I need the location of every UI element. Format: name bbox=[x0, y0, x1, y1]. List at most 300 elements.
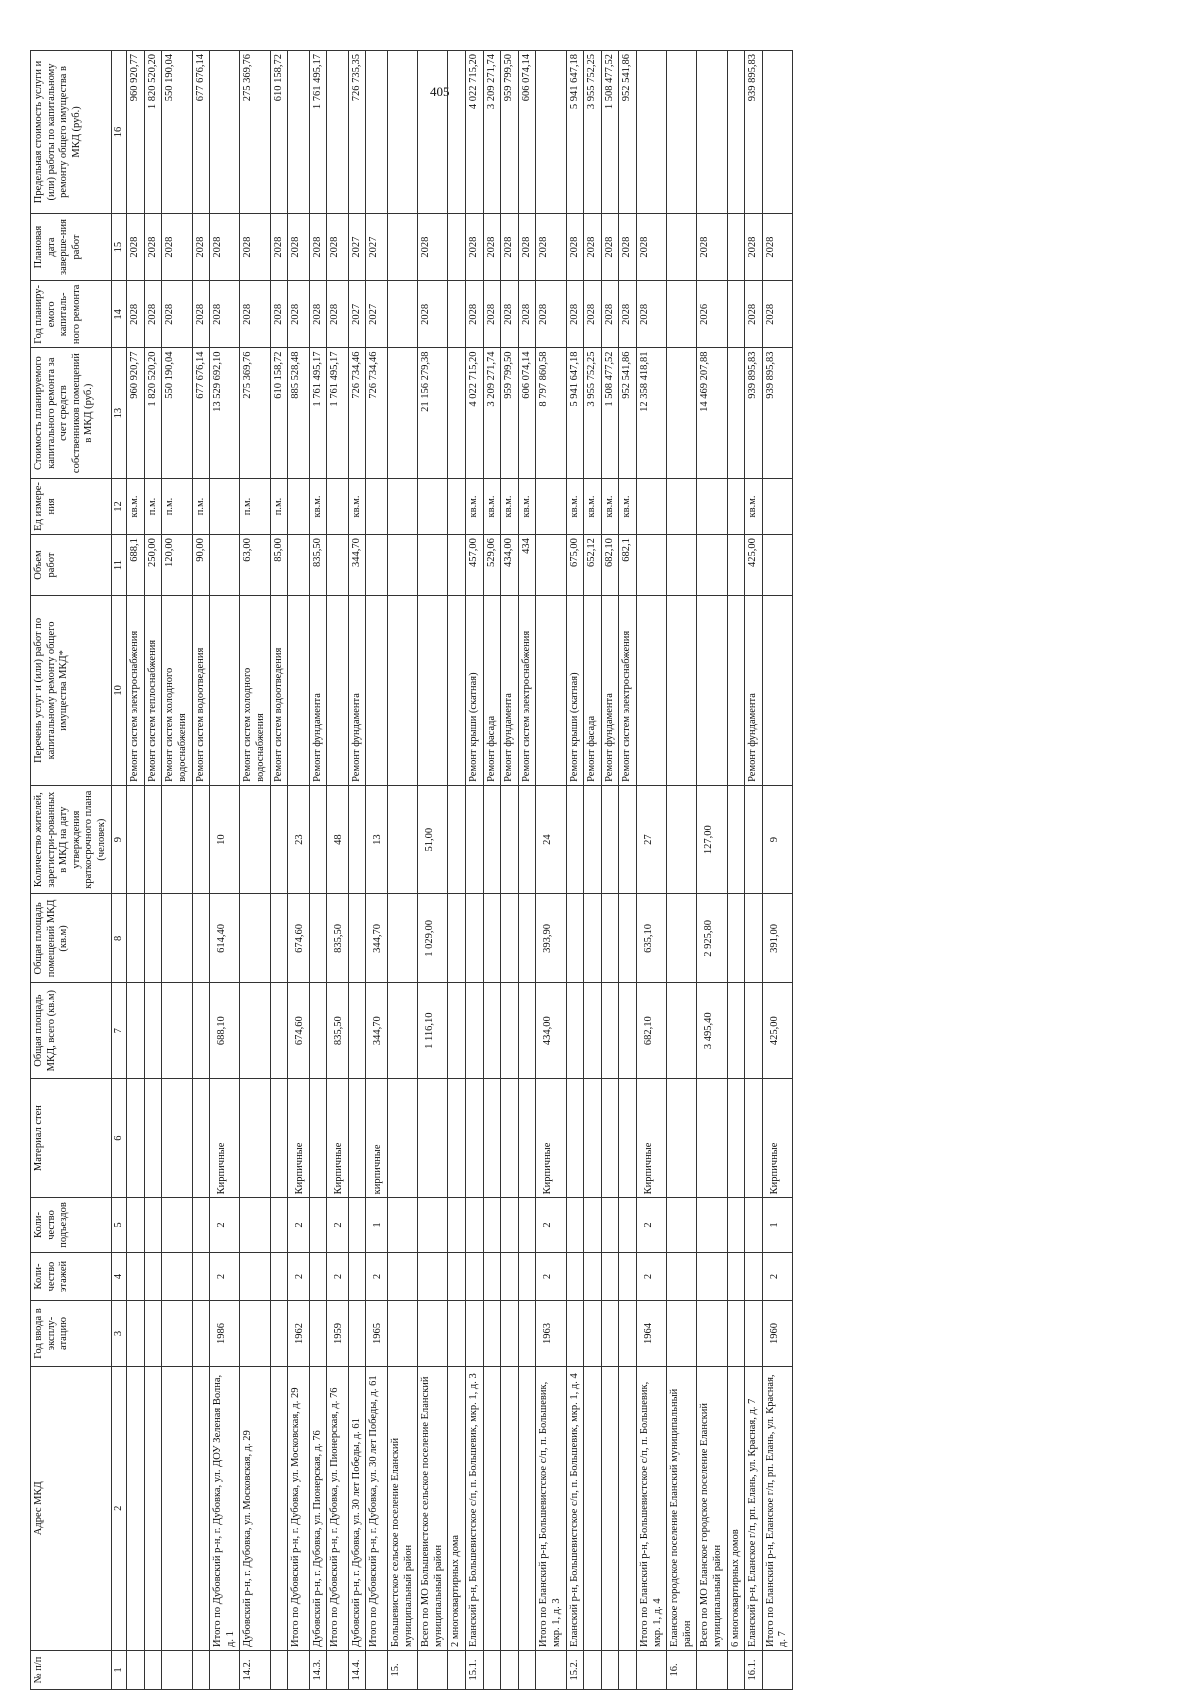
column-header: Количество жителей, зарегистри-рованных в МКД на дату утверждения краткосрочного плана (человек) bbox=[31, 785, 112, 894]
cell-cost-line: 952 541,86 bbox=[621, 351, 633, 399]
cell-limit bbox=[448, 51, 466, 214]
cell-limit bbox=[210, 51, 240, 214]
cell-area_p bbox=[619, 894, 637, 983]
cell-date_end bbox=[192, 213, 210, 280]
cell-res bbox=[270, 785, 288, 894]
cell-vol bbox=[366, 535, 388, 596]
cell-unit bbox=[388, 478, 418, 534]
cell-addr bbox=[518, 1366, 536, 1650]
cell-area_p bbox=[584, 894, 602, 983]
cell-limit bbox=[762, 51, 792, 214]
table-row bbox=[536, 51, 566, 1690]
cell-area bbox=[584, 983, 602, 1079]
cell-entr bbox=[501, 1198, 519, 1252]
cell-floors bbox=[348, 1252, 366, 1301]
cell-area_p bbox=[144, 894, 162, 983]
cell-unit bbox=[697, 478, 727, 534]
cell-limit bbox=[697, 51, 727, 214]
cell-cost-line: 21 156 279,38 bbox=[420, 351, 432, 412]
cell-unit-line: кв.м. bbox=[468, 495, 480, 518]
cell-addr bbox=[144, 1366, 162, 1650]
cell-addr bbox=[192, 1366, 210, 1650]
cell-cost-line: 726 734,46 bbox=[350, 351, 362, 399]
cell-addr: Итого по Еланский р-н, Большевистское с/п, п. Большевик, мкр. 1, д. 3 bbox=[536, 1366, 566, 1650]
cell-vol-line: 250,00 bbox=[146, 538, 158, 568]
cell-year_plan-line: 2028 bbox=[194, 303, 206, 325]
cell-vol-line: 457,00 bbox=[468, 538, 480, 568]
cell-no bbox=[584, 1650, 602, 1689]
table-row bbox=[418, 51, 448, 1690]
cell-area bbox=[144, 983, 162, 1079]
cell-cost-line: 610 158,72 bbox=[272, 351, 284, 399]
cell-unit bbox=[727, 478, 745, 534]
cell-area: 434,00 bbox=[536, 983, 566, 1079]
cell-area bbox=[309, 983, 327, 1079]
column-header: Коли-чество этажей bbox=[31, 1252, 112, 1301]
cell-date_end-line: 2028 bbox=[212, 236, 224, 258]
cell-no bbox=[270, 1650, 288, 1689]
cell-area: 682,10 bbox=[636, 983, 666, 1079]
cell-addr: Итого по Еланский р-н, Большевистское с/п, п. Большевик, мкр. 1, д. 4 bbox=[636, 1366, 666, 1650]
cell-unit bbox=[483, 478, 501, 534]
cell-cost bbox=[210, 348, 240, 478]
cell-works bbox=[309, 595, 327, 785]
table-row bbox=[144, 51, 162, 1690]
cell-year bbox=[388, 1301, 418, 1366]
cell-date_end-line: 2028 bbox=[329, 236, 341, 258]
cell-limit bbox=[127, 51, 145, 214]
cell-date_end-line: 2028 bbox=[603, 236, 615, 258]
cell-floors bbox=[501, 1252, 519, 1301]
cell-res: 48 bbox=[327, 785, 349, 894]
cell-floors bbox=[697, 1252, 727, 1301]
cell-limit-line: 959 799,50 bbox=[503, 54, 515, 102]
cell-works-line: Ремонт фундамента bbox=[603, 693, 615, 782]
cell-mat bbox=[566, 1078, 584, 1197]
cell-unit bbox=[601, 478, 619, 534]
cell-area_p: 391,00 bbox=[762, 894, 792, 983]
cell-year_plan-line: 2028 bbox=[146, 303, 158, 325]
cell-mat bbox=[584, 1078, 602, 1197]
cell-vol bbox=[309, 535, 327, 596]
cell-year_plan bbox=[667, 281, 697, 348]
cell-no bbox=[501, 1650, 519, 1689]
cell-vol-line: 682,1 bbox=[621, 538, 633, 562]
cell-no bbox=[144, 1650, 162, 1689]
cell-addr: Итого по Дубовский р-н, г. Дубовка, ул. ДОУ Зеленая Волна, д. 1 bbox=[210, 1366, 240, 1650]
cell-addr: Дубовский р-н, г. Дубовка, ул. Пионерская, д. 76 bbox=[309, 1366, 327, 1650]
cell-floors: 2 bbox=[210, 1252, 240, 1301]
column-number: 10 bbox=[111, 595, 127, 785]
cell-year_plan-line: 2028 bbox=[290, 303, 302, 325]
cell-date_end-line: 2028 bbox=[520, 236, 532, 258]
cell-year_plan-line: 2028 bbox=[311, 303, 323, 325]
rotated-page bbox=[30, 50, 1150, 1690]
cell-area_p bbox=[501, 894, 519, 983]
cell-unit-line: кв.м. bbox=[586, 495, 598, 518]
cell-area: 1 116,10 bbox=[418, 983, 448, 1079]
table-row bbox=[501, 51, 519, 1690]
column-number: 15 bbox=[111, 213, 127, 280]
cell-area bbox=[566, 983, 584, 1079]
cell-floors bbox=[566, 1252, 584, 1301]
cell-no bbox=[366, 1650, 388, 1689]
cell-year_plan bbox=[309, 281, 327, 348]
cell-date_end bbox=[518, 213, 536, 280]
cell-unit bbox=[418, 478, 448, 534]
cell-vol bbox=[697, 535, 727, 596]
cell-limit-line: 1 761 495,17 bbox=[311, 54, 323, 110]
table-row bbox=[667, 51, 697, 1690]
cell-area bbox=[501, 983, 519, 1079]
cell-area bbox=[619, 983, 637, 1079]
cell-mat bbox=[388, 1078, 418, 1197]
cell-works bbox=[327, 595, 349, 785]
cell-addr: Большевистское сельское поселение Еланский муниципальный район bbox=[388, 1366, 418, 1650]
cell-area bbox=[448, 983, 466, 1079]
table-row bbox=[366, 51, 388, 1690]
cell-year bbox=[727, 1301, 745, 1366]
cell-res: 24 bbox=[536, 785, 566, 894]
cell-area: 344,70 bbox=[366, 983, 388, 1079]
cell-works-line: Ремонт систем теплоснабжения bbox=[146, 639, 158, 782]
column-number: 14 bbox=[111, 281, 127, 348]
cell-mat bbox=[466, 1078, 484, 1197]
cell-entr bbox=[619, 1198, 637, 1252]
cell-entr bbox=[667, 1198, 697, 1252]
column-number: 1 bbox=[111, 1650, 127, 1689]
cell-entr: 2 bbox=[327, 1198, 349, 1252]
cell-works bbox=[619, 595, 637, 785]
cell-entr bbox=[466, 1198, 484, 1252]
cell-vol-line: 425,00 bbox=[747, 538, 759, 568]
cell-unit-line: кв.м. bbox=[568, 495, 580, 518]
cell-year_plan bbox=[127, 281, 145, 348]
cell-res bbox=[466, 785, 484, 894]
cell-limit bbox=[466, 51, 484, 214]
table-row bbox=[619, 51, 637, 1690]
cell-year_plan bbox=[566, 281, 584, 348]
cell-year_plan bbox=[162, 281, 192, 348]
cell-date_end-line: 2028 bbox=[699, 236, 711, 258]
cell-cost-line: 1 508 477,52 bbox=[603, 351, 615, 407]
cell-entr bbox=[144, 1198, 162, 1252]
cell-cost bbox=[518, 348, 536, 478]
cell-unit-line: кв.м. bbox=[603, 495, 615, 518]
cell-res bbox=[483, 785, 501, 894]
cell-date_end bbox=[418, 213, 448, 280]
cell-year_plan-line: 2028 bbox=[468, 303, 480, 325]
cell-vol bbox=[466, 535, 484, 596]
cell-unit bbox=[162, 478, 192, 534]
cell-cost-line: 5 941 647,18 bbox=[568, 351, 580, 407]
cell-mat bbox=[501, 1078, 519, 1197]
cell-res bbox=[601, 785, 619, 894]
cell-res bbox=[745, 785, 763, 894]
table-row bbox=[192, 51, 210, 1690]
cell-works bbox=[192, 595, 210, 785]
cell-cost bbox=[418, 348, 448, 478]
cell-addr: Всего по МО Еланское городское поселение Еланский муниципальный район bbox=[697, 1366, 727, 1650]
cell-limit-line: 275 369,76 bbox=[242, 54, 254, 102]
cell-date_end-line: 2027 bbox=[368, 236, 380, 258]
cell-year: 1963 bbox=[536, 1301, 566, 1366]
table-row bbox=[240, 51, 270, 1690]
cell-vol bbox=[288, 535, 310, 596]
cell-res: 13 bbox=[366, 785, 388, 894]
cell-cost-line: 726 734,46 bbox=[368, 351, 380, 399]
cell-entr bbox=[162, 1198, 192, 1252]
cell-area_p: 1 029,00 bbox=[418, 894, 448, 983]
cell-year_plan bbox=[518, 281, 536, 348]
cell-floors bbox=[270, 1252, 288, 1301]
cell-limit bbox=[418, 51, 448, 214]
cell-year_plan-line: 2028 bbox=[164, 303, 176, 325]
cell-area_p: 674,60 bbox=[288, 894, 310, 983]
cell-year bbox=[667, 1301, 697, 1366]
cell-no bbox=[697, 1650, 727, 1689]
cell-no bbox=[636, 1650, 666, 1689]
cell-mat bbox=[745, 1078, 763, 1197]
column-number: 12 bbox=[111, 478, 127, 534]
cell-year_plan bbox=[483, 281, 501, 348]
cell-unit bbox=[466, 478, 484, 534]
cell-addr: Итого по Дубовский р-н, г. Дубовка, ул. Пионерская, д. 76 bbox=[327, 1366, 349, 1650]
cell-works bbox=[240, 595, 270, 785]
cell-mat: Кирпичные bbox=[536, 1078, 566, 1197]
column-number: 5 bbox=[111, 1198, 127, 1252]
cell-unit-line: п.м. bbox=[272, 497, 284, 516]
cell-vol bbox=[762, 535, 792, 596]
cell-date_end bbox=[288, 213, 310, 280]
cell-entr bbox=[388, 1198, 418, 1252]
column-number: 13 bbox=[111, 348, 127, 478]
cell-no bbox=[483, 1650, 501, 1689]
cell-area: 835,50 bbox=[327, 983, 349, 1079]
cell-date_end bbox=[388, 213, 418, 280]
cell-cost-line: 13 529 692,10 bbox=[212, 351, 224, 412]
cell-works bbox=[448, 595, 466, 785]
cell-cost bbox=[127, 348, 145, 478]
cell-cost-line: 959 799,50 bbox=[503, 351, 515, 399]
column-number: 4 bbox=[111, 1252, 127, 1301]
cell-year_plan bbox=[210, 281, 240, 348]
table-row bbox=[584, 51, 602, 1690]
cell-res bbox=[667, 785, 697, 894]
cell-limit bbox=[636, 51, 666, 214]
cell-unit bbox=[619, 478, 637, 534]
cell-year_plan-line: 2028 bbox=[603, 303, 615, 325]
cell-cost-line: 1 820 520,20 bbox=[146, 351, 158, 407]
cell-area bbox=[727, 983, 745, 1079]
cell-addr bbox=[270, 1366, 288, 1650]
cell-year bbox=[501, 1301, 519, 1366]
cell-addr bbox=[162, 1366, 192, 1650]
cell-area_p: 614,40 bbox=[210, 894, 240, 983]
cell-year_plan bbox=[619, 281, 637, 348]
cell-floors: 2 bbox=[536, 1252, 566, 1301]
cell-floors: 2 bbox=[636, 1252, 666, 1301]
cell-mat bbox=[270, 1078, 288, 1197]
cell-entr bbox=[270, 1198, 288, 1252]
cell-addr: Еланский р-н, Еланское г/п, рп. Елань, ул. Красная, д. 7 bbox=[745, 1366, 763, 1650]
cell-unit-line: кв.м. bbox=[621, 495, 633, 518]
cell-year_plan-line: 2028 bbox=[420, 303, 432, 325]
table-row bbox=[697, 51, 727, 1690]
cell-cost-line: 939 895,83 bbox=[747, 351, 759, 399]
cell-date_end-line: 2028 bbox=[164, 236, 176, 258]
column-header: Ед измере-ния bbox=[31, 478, 112, 534]
cell-works-line: Ремонт фундамента bbox=[503, 693, 515, 782]
cell-res bbox=[518, 785, 536, 894]
cell-cost bbox=[566, 348, 584, 478]
cell-cost-line: 4 022 715,20 bbox=[468, 351, 480, 407]
cell-works bbox=[584, 595, 602, 785]
cell-addr bbox=[584, 1366, 602, 1650]
cell-vol-line: 688,1 bbox=[129, 538, 141, 562]
cell-mat bbox=[483, 1078, 501, 1197]
cell-entr: 2 bbox=[210, 1198, 240, 1252]
cell-year_plan bbox=[388, 281, 418, 348]
cell-area_p bbox=[601, 894, 619, 983]
cell-area_p bbox=[240, 894, 270, 983]
column-number: 6 bbox=[111, 1078, 127, 1197]
cell-floors bbox=[448, 1252, 466, 1301]
cell-floors bbox=[619, 1252, 637, 1301]
cell-unit-line: кв.м. bbox=[129, 495, 141, 518]
cell-area bbox=[601, 983, 619, 1079]
cell-date_end-line: 2027 bbox=[350, 236, 362, 258]
cell-res bbox=[240, 785, 270, 894]
cell-limit bbox=[348, 51, 366, 214]
cell-date_end-line: 2028 bbox=[129, 236, 141, 258]
cell-year: 1965 bbox=[366, 1301, 388, 1366]
cell-entr: 2 bbox=[636, 1198, 666, 1252]
cell-limit bbox=[745, 51, 763, 214]
cell-cost-line: 12 358 418,81 bbox=[638, 351, 650, 412]
cell-cost bbox=[288, 348, 310, 478]
cell-limit-line: 960 920,77 bbox=[129, 54, 141, 102]
cell-vol bbox=[727, 535, 745, 596]
cell-limit bbox=[601, 51, 619, 214]
cell-year bbox=[697, 1301, 727, 1366]
cell-date_end-line: 2028 bbox=[290, 236, 302, 258]
cell-cost bbox=[501, 348, 519, 478]
cell-area_p bbox=[192, 894, 210, 983]
cell-vol-line: 434,00 bbox=[503, 538, 515, 568]
cell-no: 14.4. bbox=[348, 1650, 366, 1689]
table-row bbox=[566, 51, 584, 1690]
cell-date_end-line: 2028 bbox=[747, 236, 759, 258]
cell-date_end bbox=[727, 213, 745, 280]
cell-area bbox=[240, 983, 270, 1079]
cell-unit bbox=[192, 478, 210, 534]
cell-unit-line: п.м. bbox=[194, 497, 206, 516]
cell-res: 9 bbox=[762, 785, 792, 894]
cell-floors: 2 bbox=[288, 1252, 310, 1301]
cell-no: 15.2. bbox=[566, 1650, 584, 1689]
cell-year bbox=[240, 1301, 270, 1366]
cell-cost bbox=[448, 348, 466, 478]
cell-year bbox=[619, 1301, 637, 1366]
cell-date_end bbox=[745, 213, 763, 280]
cell-date_end-line: 2028 bbox=[503, 236, 515, 258]
table-row bbox=[518, 51, 536, 1690]
cell-unit bbox=[667, 478, 697, 534]
cell-floors bbox=[466, 1252, 484, 1301]
table-row bbox=[466, 51, 484, 1690]
cell-works bbox=[667, 595, 697, 785]
cell-unit-line: кв.м. bbox=[520, 495, 532, 518]
cell-year bbox=[518, 1301, 536, 1366]
column-header: Материал стен bbox=[31, 1078, 112, 1197]
cell-vol-line: 85,00 bbox=[272, 538, 284, 562]
cell-limit bbox=[584, 51, 602, 214]
cell-limit bbox=[240, 51, 270, 214]
cell-no: 15. bbox=[388, 1650, 418, 1689]
cell-works-line: Ремонт систем холодного водоснабжения bbox=[242, 667, 266, 782]
cell-year_plan bbox=[348, 281, 366, 348]
cell-year_plan bbox=[366, 281, 388, 348]
cell-no bbox=[127, 1650, 145, 1689]
column-header: Плановая дата заверше-ния работ bbox=[31, 213, 112, 280]
cell-cost-line: 275 369,76 bbox=[242, 351, 254, 399]
cell-year: 1960 bbox=[762, 1301, 792, 1366]
cell-year bbox=[127, 1301, 145, 1366]
cell-date_end-line: 2028 bbox=[194, 236, 206, 258]
cell-cost bbox=[388, 348, 418, 478]
cell-res bbox=[584, 785, 602, 894]
cell-unit bbox=[501, 478, 519, 534]
cell-area: 425,00 bbox=[762, 983, 792, 1079]
cell-addr: 2 многоквартирных дома bbox=[448, 1366, 466, 1650]
cell-addr bbox=[501, 1366, 519, 1650]
cell-year_plan bbox=[697, 281, 727, 348]
table-row bbox=[210, 51, 240, 1690]
cell-cost bbox=[762, 348, 792, 478]
cell-date_end bbox=[501, 213, 519, 280]
cell-year bbox=[566, 1301, 584, 1366]
cell-works bbox=[727, 595, 745, 785]
cell-year: 1962 bbox=[288, 1301, 310, 1366]
cell-floors bbox=[162, 1252, 192, 1301]
cell-entr bbox=[584, 1198, 602, 1252]
cell-area bbox=[483, 983, 501, 1079]
cell-res bbox=[388, 785, 418, 894]
cell-date_end bbox=[697, 213, 727, 280]
cell-cost-line: 3 955 752,25 bbox=[586, 351, 598, 407]
cell-date_end-line: 2028 bbox=[586, 236, 598, 258]
cell-date_end bbox=[667, 213, 697, 280]
cell-area bbox=[127, 983, 145, 1079]
cell-limit bbox=[518, 51, 536, 214]
table-row bbox=[309, 51, 327, 1690]
cell-date_end bbox=[327, 213, 349, 280]
cell-area bbox=[667, 983, 697, 1079]
cell-cost bbox=[192, 348, 210, 478]
cell-year_plan-line: 2027 bbox=[368, 303, 380, 325]
cell-cost-line: 677 676,14 bbox=[194, 351, 206, 399]
cell-entr bbox=[745, 1198, 763, 1252]
cell-date_end bbox=[762, 213, 792, 280]
cell-cost bbox=[727, 348, 745, 478]
cell-area_p bbox=[566, 894, 584, 983]
cell-entr bbox=[697, 1198, 727, 1252]
cell-year: 1986 bbox=[210, 1301, 240, 1366]
cell-area bbox=[192, 983, 210, 1079]
cell-vol-line: 434 bbox=[520, 538, 532, 554]
cell-res bbox=[448, 785, 466, 894]
